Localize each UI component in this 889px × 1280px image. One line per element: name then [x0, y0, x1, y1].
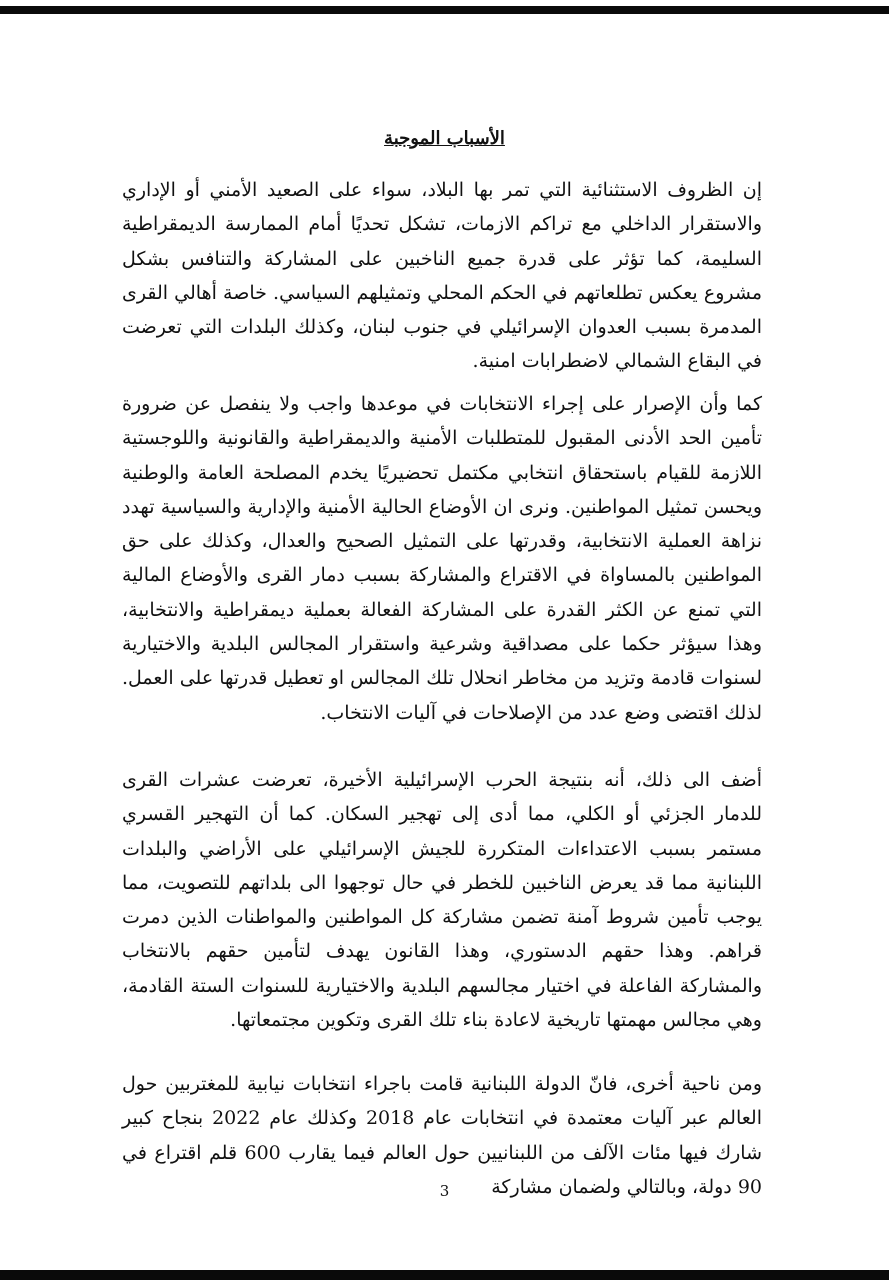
paragraph-1: إن الظروف الاستثنائية التي تمر بها البلاد، سواء على الصعيد الأمني أو الإداري والاستقرار الداخلي مع تراكم الازمات، تشكل تحديًا أمام الممارسة الديمقراطية السليمة، كما تؤثر على قدرة جميع الناخبين على المشاركة والتنافس بشكل مشروع يعكس تطلعاتهم في الحكم المحلي وتمثيلهم السياسي. خاصة أهالي القرى المدمرة بسبب العدوان الإسرائيلي في جنوب لبنان، وكذلك البلدات التي تعرضت في البقاع الشمالي لاضطرابات امنية. [122, 179, 762, 373]
paragraph-3: أضف الى ذلك، أنه بنتيجة الحرب الإسرائيلية الأخيرة، تعرضت عشرات القرى للدمار الجزئي أو الكلي، مما أدى إلى تهجير السكان. كما أن التهجير القسري مستمر بسبب الاعتداءات المتكررة للجيش الإسرائيلي على الأراضي والبلدات اللبنانية مما قد يعرض الناخبين للخطر في حال توجهوا الى بلداتهم للتصويت، مما يوجب تأمين شروط آمنة تضمن مشاركة كل المواطنين والمواطنات الذين دمرت قراهم. وهذا حقهم الدستوري، وهذا القانون يهدف لتأمين حقهم بالانتخاب والمشاركة الفاعلة في اختيار مجالسهم البلدية والاختيارية للسنوات الستة القادمة، وهي مجالس مهمتها تاريخية لاعادة بناء تلك القرى وتكوين مجتمعاتها. [122, 769, 763, 1032]
paragraph-2: كما وأن الإصرار على إجراء الانتخابات في موعدها واجب ولا ينفصل عن ضرورة تأمين الحد الأدنى المقبول للمتطلبات الأمنية والديمقراطية والقانونية واللوجستية اللازمة للقيام باستحقاق انتخابي مكتمل تحضيريًا يخدم المصلحة العامة والوطنية ويحسن تمثيل المواطنين. ونرى ان الأوضاع الحالية الأمنية والإدارية والسياسية تهدد نزاهة العملية الانتخابية، وقدرتها على التمثيل الصحيح والعدال، وكذلك على حق المواطنين بالمساواة في الاقتراع والمشاركة بسبب دمار القرى والأوضاع المالية التي تمنع عن الكثر القدرة على المشاركة الفعالة بعملية ديمقراطية والانتخابية، وهذا سيؤثر حكما على مصداقية وشرعية واستقرار المجالس البلدية والاختيارية لسنوات قادمة وتزيد من مخاطر انحلال تلك المجالس او تعطيل قدرتها على العمل. لذلك اقتضى وضع عدد من الإصلاحات في آليات الانتخاب. [122, 393, 762, 724]
section-title: الأسباب الموجبة [384, 128, 505, 149]
paragraph-4: ومن ناحية أخرى، فانّ الدولة اللبنانية قامت باجراء انتخابات نيابية للمغتربين حول العالم عبر آليات معتمدة في انتخابات عام 2018 وكذلك عام 2022 بنجاح كبير شارك فيها مئات الآلف من اللبنانيين حول العالم فيما يقارب 600 قلم اقتراع في 90 دولة، وبالتالي ولضمان مشاركة [122, 1073, 762, 1198]
bottom-border-bar [0, 1270, 889, 1280]
page-number: 3 [439, 1182, 450, 1200]
